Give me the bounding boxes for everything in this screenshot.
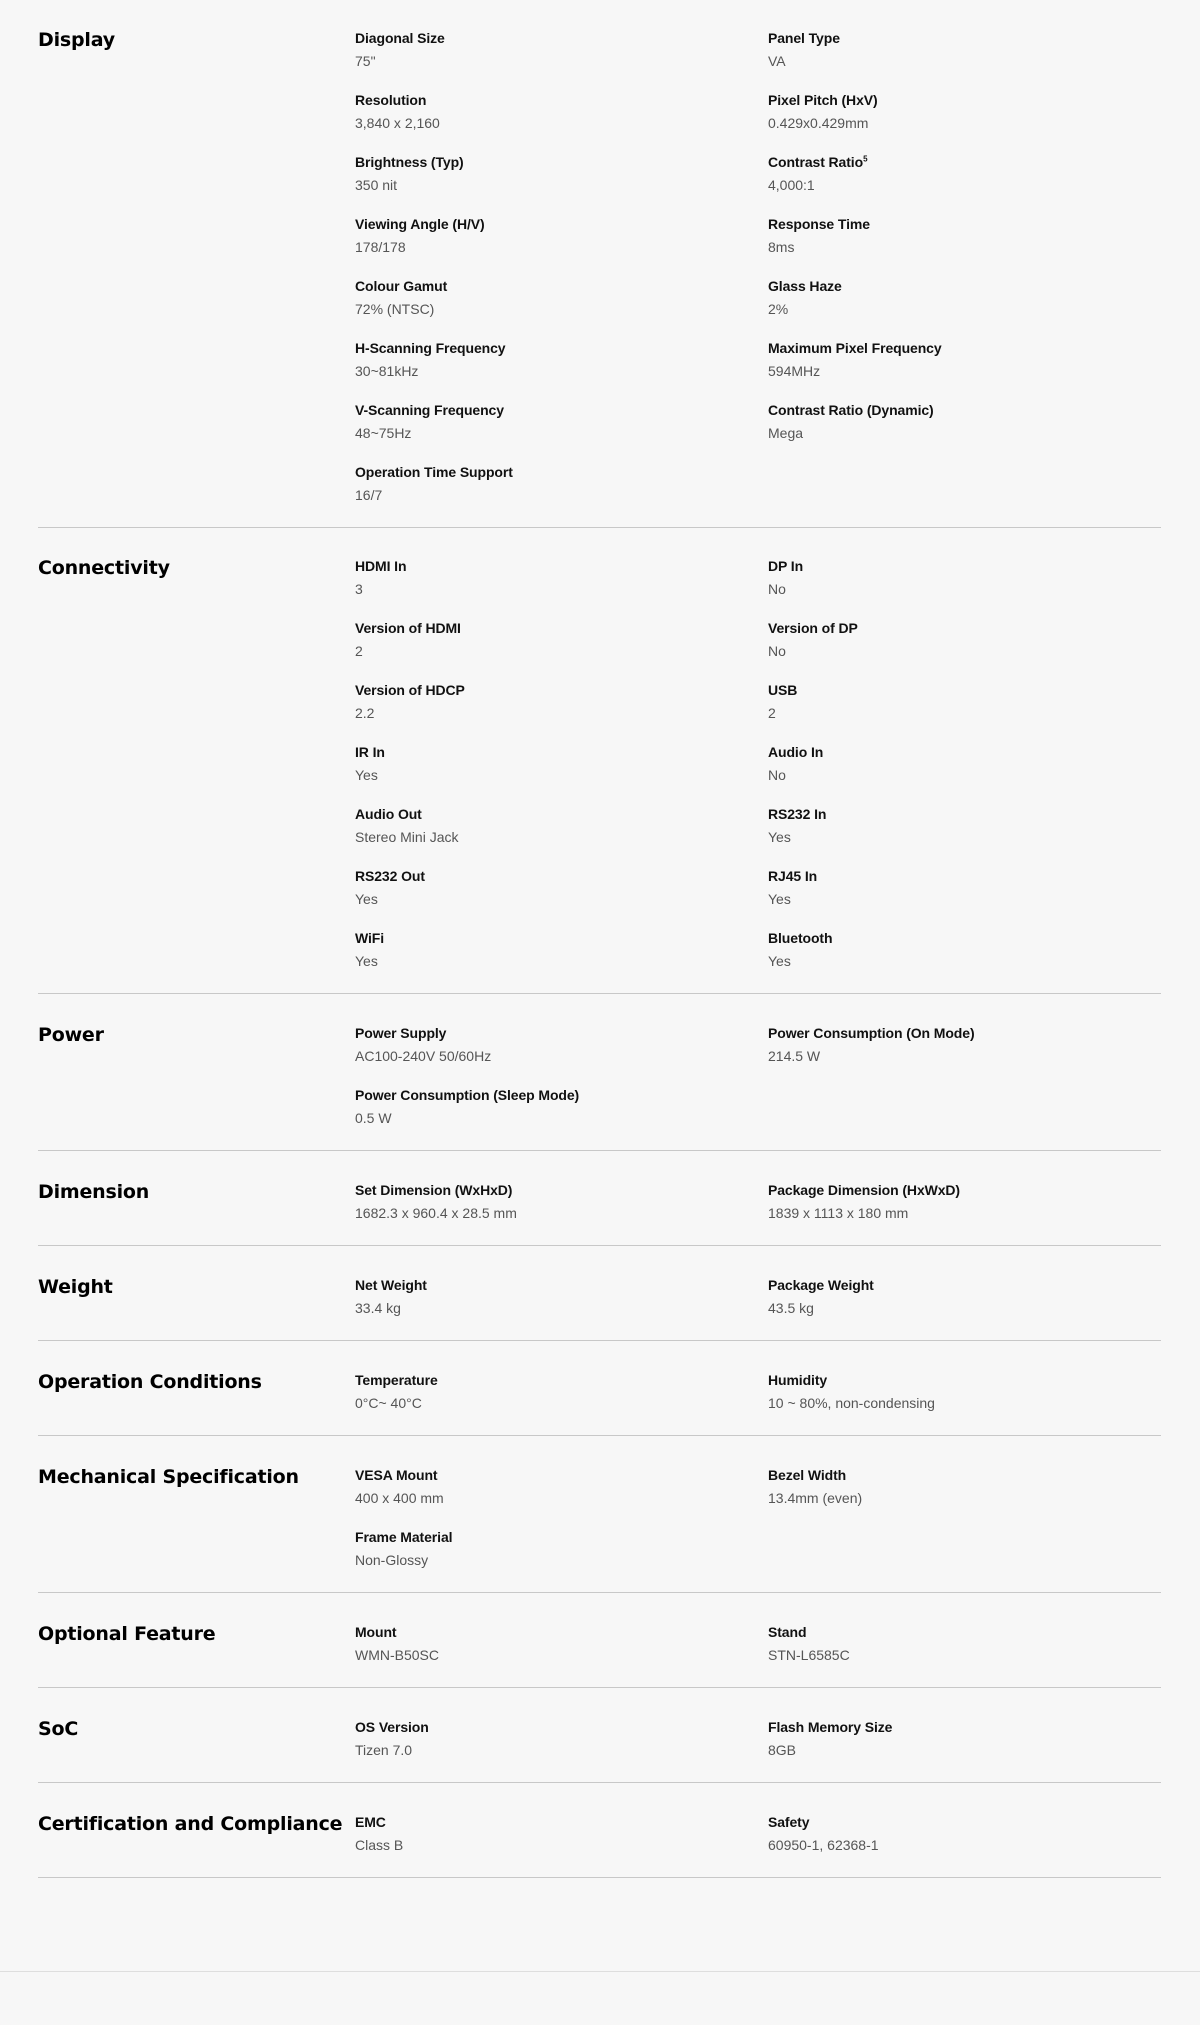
spec-item-operation-time-support [355,461,768,507]
spec-label-text: Package Dimension (HxWxD) [768,1182,960,1198]
spec-label [355,617,768,640]
spec-item-colour-gamut [355,275,768,321]
spec-label-text: Safety [768,1814,810,1830]
spec-label-text: H-Scanning Frequency [355,340,506,356]
spec-item-frame-material [355,1526,768,1572]
spec-section-weight [38,1246,1161,1341]
spec-item-response-time [768,213,1161,259]
spec-label [355,461,768,484]
spec-label-text: Colour Gamut [355,278,448,294]
spec-value: 16/7 [355,487,383,503]
spec-item-resolution [355,89,768,135]
spec-label-text: USB [768,682,798,698]
spec-label-text: Resolution [355,92,427,108]
spec-value: 10 ~ 80%, non-condensing [768,1395,935,1411]
spec-grid [355,555,1161,973]
spec-label-text: OS Version [355,1719,429,1735]
spec-label-text: Operation Time Support [355,464,513,480]
spec-grid [355,1274,1161,1320]
spec-label [768,399,1161,422]
spec-label [355,1369,768,1392]
spec-label [768,275,1161,298]
section-title: Operation Conditions [38,1371,262,1393]
spec-item-wifi [355,927,768,973]
spec-item-rs232-in [768,803,1161,849]
spec-label-text: DP In [768,558,804,574]
spec-label-text: Contrast Ratio (Dynamic) [768,402,934,418]
spec-section-optional-feature [38,1593,1161,1688]
spec-item-version-of-hdcp [355,679,768,725]
spec-value: 43.5 kg [768,1300,814,1316]
spec-value: Yes [355,767,378,783]
spec-value: 3 [355,581,363,597]
spec-item-bluetooth [768,927,1161,973]
section-title: SoC [38,1718,79,1740]
footer-divider [0,1971,1200,1972]
spec-label-text: Mount [355,1624,397,1640]
spec-value: 2% [768,301,789,317]
spec-label [768,1811,1161,1834]
spec-value: 75" [355,53,376,69]
spec-item-contrast-ratio [768,151,1161,197]
spec-label-text: Bluetooth [768,930,833,946]
spec-item-dp-in [768,555,1161,601]
spec-label [355,865,768,888]
spec-value: No [768,643,786,659]
spec-value: Mega [768,425,804,441]
spec-value: 8ms [768,239,795,255]
spec-item-brightness-typ [355,151,768,197]
spec-item-ir-in [355,741,768,787]
spec-value: No [768,581,786,597]
spec-label [355,1526,768,1549]
spec-grid [355,1716,1161,1762]
spec-section-certification-and-compliance [38,1783,1161,1878]
spec-item-safety [768,1811,1161,1857]
spec-label-text: Response Time [768,216,870,232]
footnote-marker: 5 [863,154,868,164]
spec-label [355,213,768,236]
section-title: Certification and Compliance [38,1813,343,1835]
spec-label-text: Viewing Angle (H/V) [355,216,485,232]
spec-item-maximum-pixel-frequency [768,337,1161,383]
spec-grid [355,27,1161,507]
spec-label [355,1621,768,1644]
spec-label-text: Set Dimension (WxHxD) [355,1182,513,1198]
spec-item-version-of-dp [768,617,1161,663]
spec-label [768,337,1161,360]
spec-value: 0°C~ 40°C [355,1395,422,1411]
spec-label-text: Brightness (Typ) [355,154,464,170]
spec-label [768,213,1161,236]
spec-label [355,555,768,578]
spec-section-mechanical-specification [38,1436,1161,1593]
spec-value: 400 x 400 mm [355,1490,444,1506]
spec-label-text: Power Supply [355,1025,447,1041]
spec-label [768,89,1161,112]
spec-value: 2 [768,705,776,721]
spec-label-text: RJ45 In [768,868,818,884]
spec-label [355,1022,768,1045]
spec-label-text: Power Consumption (On Mode) [768,1025,975,1041]
spec-item-net-weight [355,1274,768,1320]
spec-value: 1682.3 x 960.4 x 28.5 mm [355,1205,517,1221]
spec-label-text: Audio In [768,744,824,760]
spec-value: WMN-B50SC [355,1647,440,1663]
spec-item-os-version [355,1716,768,1762]
spec-section-operation-conditions [38,1341,1161,1436]
spec-label [768,1179,1161,1202]
spec-label-text: Power Consumption (Sleep Mode) [355,1087,580,1103]
spec-label-text: Contrast Ratio [768,154,864,170]
spec-value: 1839 x 1113 x 180 mm [768,1205,909,1221]
spec-label [355,1084,768,1107]
spec-value: Stereo Mini Jack [355,829,459,845]
spec-item-power-consumption-sleep-mode [355,1084,768,1130]
spec-item-contrast-ratio-dynamic [768,399,1161,445]
spec-label-text: RS232 In [768,806,827,822]
spec-value: 0.429x0.429mm [768,115,869,131]
spec-item-emc [355,1811,768,1857]
spec-label [768,555,1161,578]
spec-item-v-scanning-frequency [355,399,768,445]
spec-value: 8GB [768,1742,797,1758]
spec-grid [355,1621,1161,1667]
spec-item-vesa-mount [355,1464,768,1510]
spec-label-text: Bezel Width [768,1467,847,1483]
spec-item-mount [355,1621,768,1667]
spec-label-text: Audio Out [355,806,422,822]
spec-value: 178/178 [355,239,406,255]
spec-label [355,89,768,112]
spec-grid [355,1811,1161,1857]
spec-section-soc [38,1688,1161,1783]
spec-value: Yes [355,953,378,969]
spec-table [38,0,1161,1878]
spec-label [768,865,1161,888]
spec-label-text: Net Weight [355,1277,427,1293]
spec-item-set-dimension-wxhxd [355,1179,768,1225]
spec-label [355,151,768,174]
spec-label-text: Panel Type [768,30,840,46]
spec-value: 594MHz [768,363,821,379]
spec-value: 3,840 x 2,160 [355,115,440,131]
spec-label [355,275,768,298]
spec-value: VA [768,53,786,69]
spec-item-panel-type [768,27,1161,73]
spec-section-display [38,0,1161,528]
spec-label [768,617,1161,640]
spec-label-text: Pixel Pitch (HxV) [768,92,878,108]
section-title: Display [38,29,115,51]
spec-label [768,1621,1161,1644]
spec-value: 2.2 [355,705,375,721]
spec-label-text: EMC [355,1814,386,1830]
spec-item-package-weight [768,1274,1161,1320]
section-title: Connectivity [38,557,170,579]
spec-label [355,1464,768,1487]
spec-label-text: Version of HDMI [355,620,461,636]
spec-value: 214.5 W [768,1048,821,1064]
section-title: Weight [38,1276,113,1298]
spec-label-text: V-Scanning Frequency [355,402,504,418]
spec-label [355,399,768,422]
spec-label [768,679,1161,702]
spec-value: 72% (NTSC) [355,301,435,317]
spec-section-power [38,994,1161,1151]
spec-item-power-supply [355,1022,768,1068]
spec-value: No [768,767,786,783]
spec-item-h-scanning-frequency [355,337,768,383]
spec-label-text: Diagonal Size [355,30,445,46]
spec-section-dimension [38,1151,1161,1246]
spec-label [768,27,1161,50]
spec-label [768,803,1161,826]
spec-label-text: HDMI In [355,558,407,574]
spec-label [355,1274,768,1297]
spec-value: Yes [768,891,791,907]
spec-label [355,803,768,826]
spec-value: 0.5 W [355,1110,392,1126]
spec-value: 33.4 kg [355,1300,401,1316]
spec-item-stand [768,1621,1161,1667]
spec-grid [355,1179,1161,1225]
spec-label-text: RS232 Out [355,868,425,884]
spec-label [355,679,768,702]
spec-label [768,1274,1161,1297]
spec-label-text: Version of DP [768,620,858,636]
spec-label-text: Humidity [768,1372,828,1388]
spec-item-usb [768,679,1161,725]
spec-label [768,1464,1161,1487]
spec-label-text: VESA Mount [355,1467,438,1483]
spec-item-diagonal-size [355,27,768,73]
spec-label-text: Stand [768,1624,807,1640]
spec-label-text: Flash Memory Size [768,1719,893,1735]
spec-value: 60950-1, 62368-1 [768,1837,879,1853]
section-title: Power [38,1024,104,1046]
spec-label [768,1716,1161,1739]
spec-label [768,741,1161,764]
spec-label [768,1369,1161,1392]
spec-item-audio-in [768,741,1161,787]
spec-label-text: Glass Haze [768,278,842,294]
spec-grid [355,1464,1161,1572]
spec-grid [355,1369,1161,1415]
spec-value: STN-L6585C [768,1647,850,1663]
spec-grid [355,1022,1161,1130]
spec-label [355,1179,768,1202]
spec-item-version-of-hdmi [355,617,768,663]
spec-item-flash-memory-size [768,1716,1161,1762]
spec-value: 4,000:1 [768,177,815,193]
spec-label [355,1811,768,1834]
spec-item-bezel-width [768,1464,1161,1510]
spec-item-power-consumption-on-mode [768,1022,1161,1068]
section-title: Dimension [38,1181,150,1203]
spec-label-text: Temperature [355,1372,438,1388]
spec-label [355,1716,768,1739]
spec-label-text: WiFi [355,930,385,946]
spec-item-glass-haze [768,275,1161,321]
spec-label [355,27,768,50]
spec-value: Yes [768,829,791,845]
section-title: Optional Feature [38,1623,216,1645]
spec-item-pixel-pitch-hxv [768,89,1161,135]
spec-label [768,151,1161,174]
spec-value: 350 nit [355,177,398,193]
spec-label [355,337,768,360]
spec-section-connectivity [38,528,1161,994]
spec-label [355,741,768,764]
spec-value: AC100-240V 50/60Hz [355,1048,492,1064]
spec-label-text: IR In [355,744,385,760]
spec-item-package-dimension-hxwxd [768,1179,1161,1225]
spec-value: 13.4mm (even) [768,1490,863,1506]
spec-value: Class B [355,1837,404,1853]
spec-value: 2 [355,643,363,659]
spec-value: 30~81kHz [355,363,419,379]
spec-item-rs232-out [355,865,768,911]
spec-value: Non-Glossy [355,1552,429,1568]
spec-value: Yes [768,953,791,969]
spec-item-viewing-angle-h-v [355,213,768,259]
spec-item-rj45-in [768,865,1161,911]
section-title: Mechanical Specification [38,1466,299,1488]
spec-item-hdmi-in [355,555,768,601]
spec-item-temperature [355,1369,768,1415]
spec-label [768,927,1161,950]
spec-label [768,1022,1161,1045]
spec-item-audio-out [355,803,768,849]
spec-label-text: Maximum Pixel Frequency [768,340,942,356]
spec-value: 48~75Hz [355,425,412,441]
spec-label [355,927,768,950]
spec-item-humidity [768,1369,1161,1415]
spec-label-text: Frame Material [355,1529,453,1545]
spec-label-text: Version of HDCP [355,682,465,698]
spec-label-text: Package Weight [768,1277,874,1293]
spec-value: Yes [355,891,378,907]
spec-value: Tizen 7.0 [355,1742,413,1758]
